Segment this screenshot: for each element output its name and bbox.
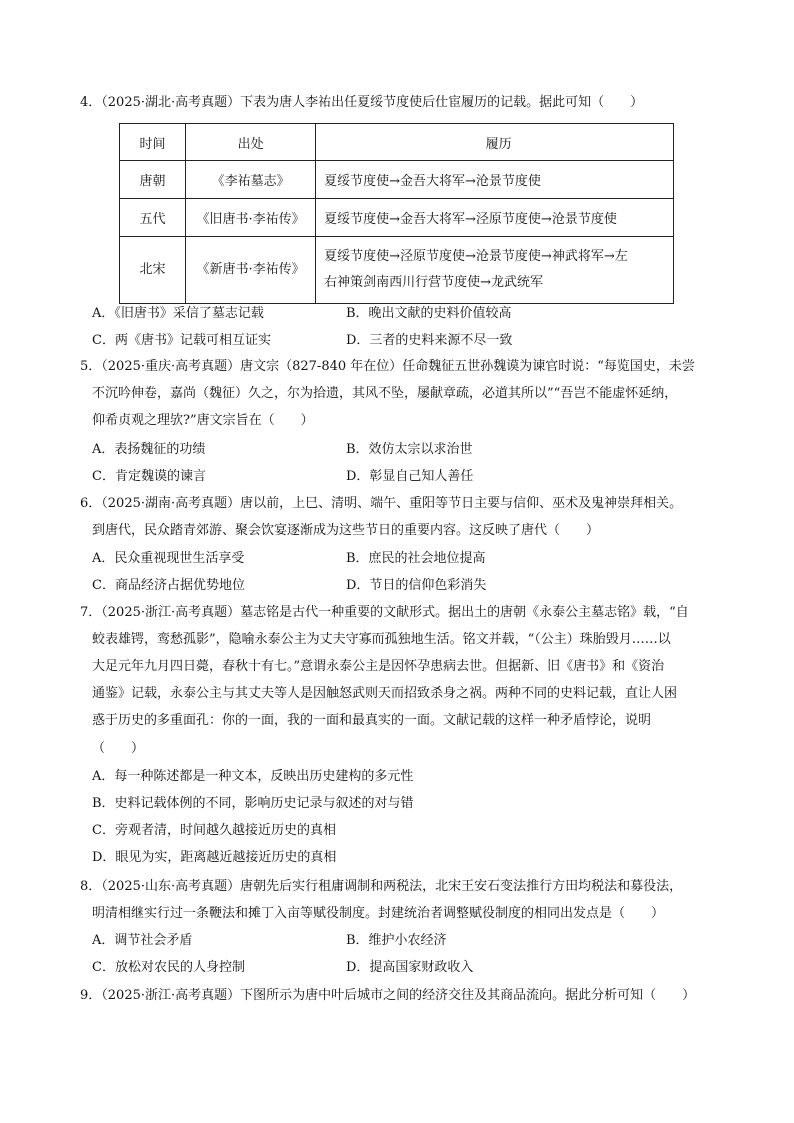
header-source: 出处 xyxy=(186,124,316,161)
cell-time: 北宋 xyxy=(120,237,186,304)
cell-career-line1: 夏绥节度使→泾原节度使→沧景节度使→神武将军→左 xyxy=(324,249,628,264)
q7-stem-line4: 通鉴》记载，永泰公主与其丈夫等人是因触怒武则天而招致杀身之祸。两种不同的史料记载，直让人困 xyxy=(92,686,678,701)
q7-option-b[interactable]: B．史料记载体例的不同，影响历史记录与叙述的对与错 xyxy=(92,796,414,811)
q4-stem: 4．（2025·湖北·高考真题）下表为唐人李祐出任夏绥节度使后仕宦履历的记载。据此可知（ ） xyxy=(80,95,644,110)
cell-career: 夏绥节度使→金吾大将军→沧景节度使 xyxy=(316,161,674,199)
q6-stem-line1: 6．（2025·湖南·高考真题）唐以前，上巳、清明、端午、重阳等节日主要与信仰、巫术及鬼神崇拜相关。 xyxy=(80,496,683,511)
q4-option-a[interactable]: A．《旧唐书》采信了墓志记载 xyxy=(92,306,264,321)
q4-option-c[interactable]: C．两《唐书》记载可相互证实 xyxy=(92,333,271,348)
q8-option-b[interactable]: B．维护小农经济 xyxy=(346,933,447,948)
q7-option-c[interactable]: C．旁观者清，时间越久越接近历史的真相 xyxy=(92,823,336,838)
q7-stem-line6: （ ） xyxy=(92,741,145,756)
q5-stem-line3: 仰希贞观之理欤?”唐文宗旨在（ ） xyxy=(92,413,314,428)
cell-time: 唐朝 xyxy=(120,161,186,199)
q7-stem-line5: 惑于历史的多重面孔：你的一面，我的一面和最真实的一面。文献记载的这样一种矛盾悖论，说明 xyxy=(92,713,652,728)
cell-source: 《李祐墓志》 xyxy=(186,161,316,199)
cell-source: 《旧唐书·李祐传》 xyxy=(186,199,316,237)
q6-stem-line2: 到唐代，民众踏青郊游、聚会饮宴逐渐成为这些节日的重要内容。这反映了唐代（ ） xyxy=(92,523,600,538)
q9-stem: 9．（2025·浙江·高考真题）下图所示为唐中叶后城市之间的经济交往及其商品流向。据此分析可知（ ） xyxy=(80,988,696,1003)
q5-option-d[interactable]: D．彰显自己知人善任 xyxy=(346,469,474,484)
q5-option-a[interactable]: A．表扬魏征的功绩 xyxy=(92,442,206,457)
q4-option-b[interactable]: B．晚出文献的史料价值较高 xyxy=(346,306,512,321)
cell-career: 夏绥节度使→金吾大将军→泾原节度使→沧景节度使 xyxy=(316,199,674,237)
q5-stem-line1: 5．（2025·重庆·高考真题）唐文宗（827-840 年在位）任命魏征五世孙魏谟为谏官时说：“每览国史，未尝 xyxy=(80,359,695,374)
table-row xyxy=(120,199,674,237)
header-career: 履历 xyxy=(316,124,674,161)
header-time: 时间 xyxy=(120,124,186,161)
q7-stem-line1: 7．（2025·浙江·高考真题）墓志铭是古代一种重要的文献形式。据出土的唐朝《永泰公主墓志铭》载，“自 xyxy=(80,605,689,620)
q7-option-a[interactable]: A．每一种陈述都是一种文本，反映出历史建构的多元性 xyxy=(92,769,414,784)
q7-stem-line2: 蛟表雄锷，鸾愁孤影”，隐喻永泰公主为丈夫守寡而孤独地生活。铭文并载，“（公主）珠胎毁月……以 xyxy=(92,632,671,647)
table-row xyxy=(120,161,674,199)
q7-option-d[interactable]: D．眼见为实，距离越近越接近历史的真相 xyxy=(92,850,337,865)
q8-stem-line1: 8．（2025·山东·高考真题）唐朝先后实行租庸调制和两税法，北宋王安石变法推行方田均税法和募役法， xyxy=(80,879,683,894)
q4-table xyxy=(119,123,674,304)
q5-stem-line2: 不沉吟伸卷，嘉尚（魏征）久之，尔为拾遗，其风不坠，屡献章疏，必道其所以”“吾岂不能虚怀延纳， xyxy=(92,386,678,401)
q5-option-c[interactable]: C．肯定魏谟的谏言 xyxy=(92,469,206,484)
cell-source: 《新唐书·李祐传》 xyxy=(186,237,316,304)
q6-option-c[interactable]: C．商品经济占据优势地位 xyxy=(92,578,245,593)
table-row xyxy=(120,237,674,304)
cell-career-line2: 右神策剑南西川行营节度使→龙武统军 xyxy=(324,275,544,290)
q8-option-c[interactable]: C．放松对农民的人身控制 xyxy=(92,960,245,975)
table-header-row xyxy=(120,124,674,161)
cell-time: 五代 xyxy=(120,199,186,237)
q8-option-a[interactable]: A．调节社会矛盾 xyxy=(92,933,193,948)
q6-option-b[interactable]: B．庶民的社会地位提高 xyxy=(346,551,486,566)
q8-stem-line2: 明清相继实行过一条鞭法和摊丁入亩等赋役制度。封建统治者调整赋役制度的相同出发点是（ ） xyxy=(92,906,665,921)
q8-option-d[interactable]: D．提高国家财政收入 xyxy=(346,960,474,975)
q6-option-d[interactable]: D．节日的信仰色彩消失 xyxy=(346,578,487,593)
q6-option-a[interactable]: A．民众重视现世生活享受 xyxy=(92,551,245,566)
cell-career xyxy=(316,237,674,304)
q4-option-d[interactable]: D．三者的史料来源不尽一致 xyxy=(346,333,513,348)
q5-option-b[interactable]: B．效仿太宗以求治世 xyxy=(346,442,473,457)
q7-stem-line3: 大足元年九月四日薨，春秋十有七。”意谓永泰公主是因怀孕患病去世。但据新、旧《唐书》和《资治 xyxy=(92,659,665,674)
